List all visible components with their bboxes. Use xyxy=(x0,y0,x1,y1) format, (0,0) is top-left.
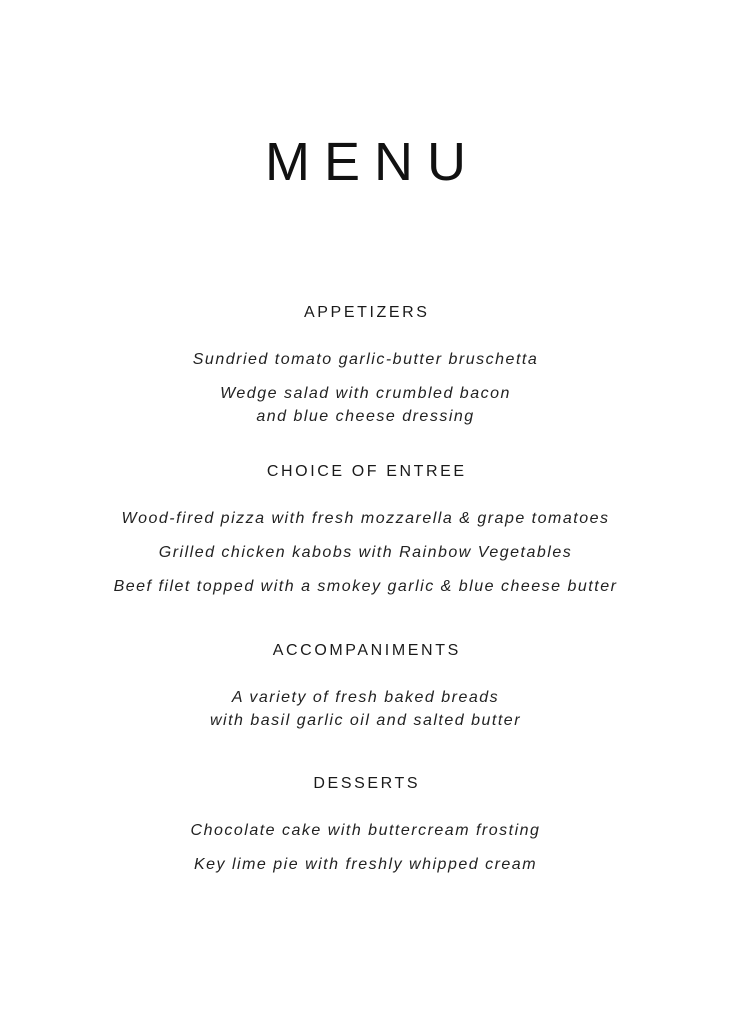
menu-item-line: Wedge salad with crumbled bacon xyxy=(220,385,511,402)
menu-item xyxy=(0,382,731,428)
menu-item-line: A variety of fresh baked breads xyxy=(231,689,500,706)
menu-item xyxy=(0,686,731,732)
section-heading-accompaniments: ACCOMPANIMENTS xyxy=(272,642,461,659)
menu-title: MENU xyxy=(265,132,480,192)
menu-item: Chocolate cake with buttercream frosting xyxy=(190,822,541,839)
section-heading-entree: CHOICE OF ENTREE xyxy=(266,463,467,480)
section-heading-desserts: DESSERTS xyxy=(313,775,421,792)
menu-item-line: with basil garlic oil and salted butter xyxy=(209,712,522,729)
menu-item-line: and blue cheese dressing xyxy=(256,408,475,425)
section-heading-appetizers: APPETIZERS xyxy=(304,304,430,321)
menu-item: Grilled chicken kabobs with Rainbow Vegetables xyxy=(158,544,573,561)
menu-item: Beef filet topped with a smokey garlic & blue cheese butter xyxy=(113,578,618,595)
menu-item: Wood-fired pizza with fresh mozzarella & grape tomatoes xyxy=(121,510,610,527)
menu-item: Key lime pie with freshly whipped cream xyxy=(193,856,538,873)
menu-item: Sundried tomato garlic-butter bruschetta xyxy=(192,351,539,368)
